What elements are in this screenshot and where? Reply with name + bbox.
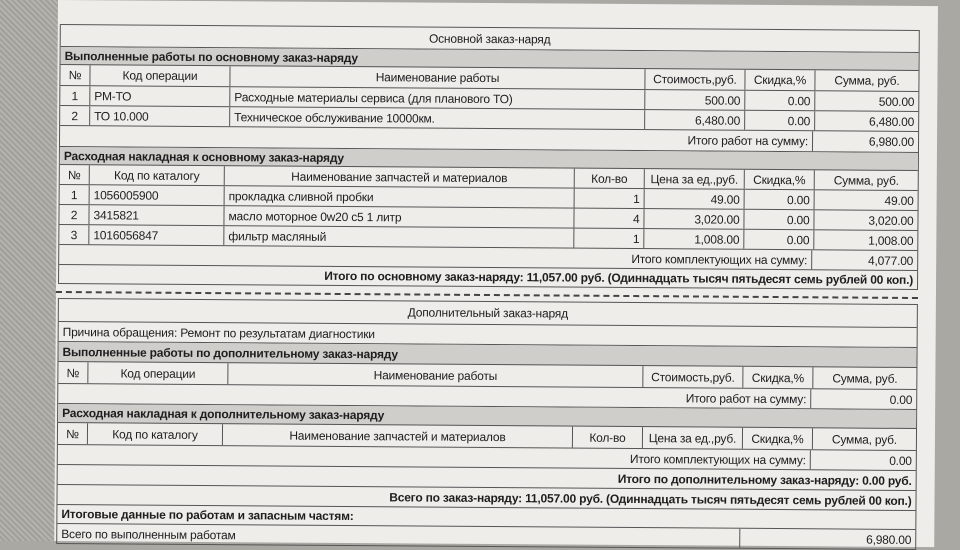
col-sum: Сумма, руб. xyxy=(831,431,898,447)
col-no: № xyxy=(60,65,90,85)
cell-code: ТО 10.000 xyxy=(90,106,230,126)
cell-price: 3,020.00 xyxy=(644,209,744,229)
total-value: 0.00 xyxy=(889,392,913,407)
cell-sum: 1,008.00 xyxy=(868,233,914,248)
work-order-document xyxy=(54,0,938,547)
main-order xyxy=(58,24,920,290)
total-label: Итого комплектующих на сумму: xyxy=(59,245,812,269)
col-discount: Скидка,% xyxy=(745,70,815,90)
visit-reason: Причина обращения: Ремонт по результатам диагностики xyxy=(59,322,917,348)
cell-name: фильтр масляный xyxy=(224,226,574,247)
total-label: Итого работ на сумму: xyxy=(60,126,813,151)
cell-no: 3 xyxy=(59,225,89,244)
cell-sum: 3,020.00 xyxy=(868,213,914,228)
cell-cost: 6,480.00 xyxy=(645,110,745,130)
main-parts-header: Расходная накладная к основному заказ-наряду xyxy=(60,147,918,171)
cell-code: 1016056847 xyxy=(89,225,224,245)
col-part-name: Наименование запчастей и материалов xyxy=(225,166,575,187)
cell-no: 2 xyxy=(59,205,89,224)
extra-order xyxy=(56,298,918,550)
cell-qty: 1 xyxy=(574,229,644,248)
cell-name: Техническое обслуживание 10000км. xyxy=(230,107,645,129)
col-op-code: Код операции xyxy=(90,65,230,86)
cell-qty: 1 xyxy=(575,189,645,208)
cell-code: РМ-ТО xyxy=(90,86,230,106)
summary-header: Итоговые данные по работам и запасным частям: xyxy=(57,505,915,530)
cut-line xyxy=(56,291,918,299)
col-no: № xyxy=(58,423,88,444)
col-discount: Скидка,% xyxy=(745,170,815,189)
col-sum: Сумма, руб. xyxy=(832,370,898,386)
col-qty: Кол-во xyxy=(573,427,643,448)
cell-name: прокладка сливной пробки xyxy=(225,186,575,207)
col-catalog-code: Код по каталогу xyxy=(90,165,225,185)
col-sum: Сумма, руб. xyxy=(834,73,900,88)
cell-price: 49.00 xyxy=(645,189,745,209)
col-no: № xyxy=(60,165,90,184)
cell-discount: 0.00 xyxy=(745,111,815,130)
col-unit-price: Цена за ед.,руб. xyxy=(645,169,745,189)
cell-no: 1 xyxy=(60,185,90,204)
main-order-title: Основной заказ-наряд xyxy=(61,24,919,53)
total-value: 4,077.00 xyxy=(868,253,914,268)
extra-works-header: Выполненные работы по дополнительному заказ-наряду xyxy=(58,342,916,368)
col-catalog-code: Код по каталогу xyxy=(88,423,223,445)
cell-sum: 49.00 xyxy=(884,193,914,208)
cell-name: масло моторное 0w20 c5 1 литр xyxy=(224,206,574,227)
col-qty: Кол-во xyxy=(575,169,645,188)
col-unit-price: Цена за ед.,руб. xyxy=(643,427,743,449)
cell-sum: 500.00 xyxy=(878,94,915,109)
col-op-code: Код операции xyxy=(88,362,228,384)
cell-cost: 500.00 xyxy=(645,90,745,110)
col-discount: Скидка,% xyxy=(743,367,813,388)
cell-code: 1056005900 xyxy=(90,185,225,205)
col-cost: Стоимость,руб. xyxy=(643,366,743,388)
cell-no: 1 xyxy=(60,86,90,105)
cell-price: 1,008.00 xyxy=(644,229,744,249)
cell-code: 3415821 xyxy=(89,205,224,225)
fabric-background xyxy=(0,0,62,541)
summary-works-value: 6,980.00 xyxy=(866,532,912,547)
cell-sum: 6,480.00 xyxy=(869,114,915,129)
col-work-name: Наименование работы xyxy=(228,363,643,387)
cell-discount: 0.00 xyxy=(744,230,814,249)
total-value: 6,980.00 xyxy=(868,134,915,149)
total-value: 0.00 xyxy=(889,453,912,468)
extra-grand-total: Итого по дополнительному заказ-наряду: 0.00 руб. xyxy=(58,465,916,491)
col-no: № xyxy=(58,362,88,383)
col-discount: Скидка,% xyxy=(743,428,813,449)
main-grand-total: Итого по основному заказ-наряду: 11,057.00 руб. (Одиннадцать тысяч пятьдесят семь рублей 00 коп.) xyxy=(59,265,917,290)
cell-discount: 0.00 xyxy=(745,91,815,110)
order-grand-total: Всего по заказ-наряду: 11,057.00 руб. (Одиннадцать тысяч пятьдесят семь рублей 00 коп.) xyxy=(57,485,915,511)
cell-name: Расходные материалы сервиса (для планового ТО) xyxy=(230,87,645,109)
cell-discount: 0.00 xyxy=(744,210,814,229)
cell-no: 2 xyxy=(60,106,90,125)
col-cost: Стоимость,руб. xyxy=(645,69,745,90)
col-part-name: Наименование запчастей и материалов xyxy=(223,424,573,447)
extra-order-title: Дополнительный заказ-наряд xyxy=(59,298,917,328)
summary-works-label: Всего по выполненным работам xyxy=(57,524,740,548)
cell-qty: 4 xyxy=(574,209,644,228)
total-label: Итого работ на сумму: xyxy=(58,384,811,408)
col-work-name: Наименование работы xyxy=(230,66,645,89)
cell-discount: 0.00 xyxy=(745,190,815,209)
extra-parts-header: Расходная накладная к дополнительному заказ-наряду xyxy=(58,404,916,429)
main-works-header: Выполненные работы по основному заказ-наряду xyxy=(61,47,919,71)
total-label: Итого комплектующих на сумму: xyxy=(58,445,811,469)
col-sum: Сумма, руб. xyxy=(833,172,899,188)
